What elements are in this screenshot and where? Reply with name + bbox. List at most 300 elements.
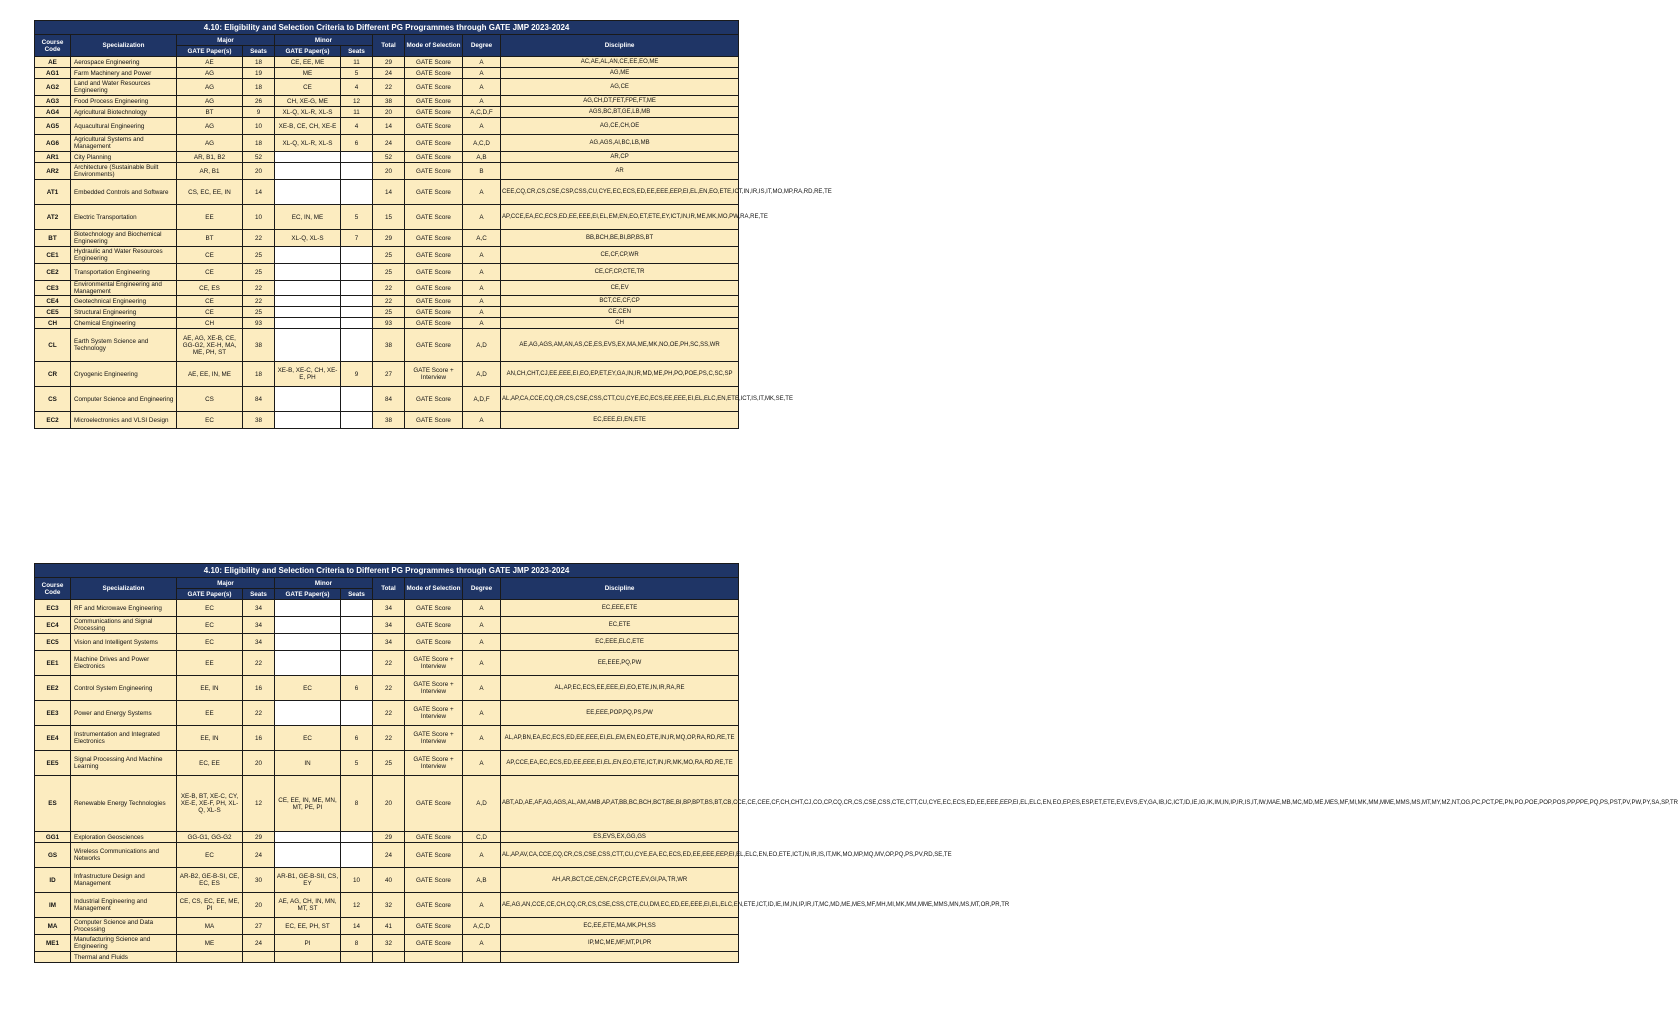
cell-major-papers: EC [177, 617, 243, 634]
cell-minor-seats: 8 [341, 776, 373, 832]
cell-minor-seats: 11 [341, 57, 373, 68]
cell-major-seats: 34 [243, 617, 275, 634]
cell-minor-seats: 6 [341, 726, 373, 751]
cell-major-seats: 26 [243, 96, 275, 107]
cell-mode: GATE Score [405, 107, 463, 118]
cell-mode: GATE Score [405, 868, 463, 893]
cell-code: EC3 [35, 600, 71, 617]
cell-major-papers: EC [177, 634, 243, 651]
cell-major-seats: 10 [243, 118, 275, 135]
cell-minor-papers: XE-B, CE, CH, XE-E [275, 118, 341, 135]
table-row [35, 918, 739, 935]
cell-degree: A [463, 118, 501, 135]
cell-mode: GATE Score [405, 163, 463, 180]
cell-spec: Agricultural Systems and Management [71, 135, 177, 152]
cell-major-seats: 18 [243, 135, 275, 152]
table-row [35, 329, 739, 362]
cell-discipline: AG,CE [501, 79, 739, 96]
cell-total: 22 [373, 726, 405, 751]
cell-degree: A [463, 296, 501, 307]
header-total: Total [373, 578, 405, 600]
cell-code: CE5 [35, 307, 71, 318]
cell-spec: Farm Machinery and Power [71, 68, 177, 79]
cell-minor-seats [341, 329, 373, 362]
header-minor-papers: GATE Paper(s) [275, 46, 341, 57]
table-row [35, 264, 739, 281]
cell-code: CH [35, 318, 71, 329]
cell-degree: A [463, 79, 501, 96]
header-discipline: Discipline [501, 35, 739, 57]
table-row [35, 751, 739, 776]
cell-major-papers: AG [177, 68, 243, 79]
cell-discipline: AR [501, 163, 739, 180]
cell-major-papers: CE [177, 296, 243, 307]
cell-degree: A,D,F [463, 387, 501, 412]
cell-major-papers: AR, B1 [177, 163, 243, 180]
cell-code: CL [35, 329, 71, 362]
cell-spec: Instrumentation and Integrated Electronics [71, 726, 177, 751]
cell-discipline: AL,AP,CA,CCE,CQ,CR,CS,CSE,CSS,CTT,CU,CYE,EC,ECS,EE,EEE,EI,EL,ELC,EN,ETE,ICT,IS,IT,MK,SE,TE [501, 387, 739, 412]
cell-code: EE3 [35, 701, 71, 726]
cell-discipline [501, 952, 739, 963]
cell-spec: Land and Water Resources Engineering [71, 79, 177, 96]
cell-mode: GATE Score + Interview [405, 651, 463, 676]
cell-minor-papers [275, 180, 341, 205]
cell-mode: GATE Score [405, 935, 463, 952]
cell-mode: GATE Score [405, 318, 463, 329]
cell-mode: GATE Score [405, 412, 463, 429]
cell-total: 14 [373, 118, 405, 135]
cell-major-seats: 18 [243, 79, 275, 96]
cell-discipline: BB,BCH,BE,BI,BP,BS,BT [501, 230, 739, 247]
table-row [35, 776, 739, 832]
table-row [35, 307, 739, 318]
cell-discipline: AP,CCE,EA,EC,ECS,ED,EE,EEE,EI,EL,EM,EN,EO,ET,ETE,EY,ICT,IN,IR,ME,MK,MO,PW,RA,RE,TE [501, 205, 739, 230]
cell-minor-seats: 6 [341, 135, 373, 152]
cell-total: 22 [373, 79, 405, 96]
table-row [35, 318, 739, 329]
cell-degree: A [463, 307, 501, 318]
cell-minor-seats: 4 [341, 118, 373, 135]
cell-minor-papers [275, 247, 341, 264]
cell-code: AR1 [35, 152, 71, 163]
cell-spec: Power and Energy Systems [71, 701, 177, 726]
cell-major-seats: 22 [243, 230, 275, 247]
cell-mode: GATE Score + Interview [405, 751, 463, 776]
cell-spec: Vision and Intelligent Systems [71, 634, 177, 651]
table-row [35, 205, 739, 230]
cell-major-seats: 29 [243, 832, 275, 843]
cell-discipline: AN,CH,CHT,CJ,EE,EEE,EI,EO,EP,ET,EY,GA,IN,IR,MD,ME,PH,PO,POE,PS,C,SC,SP [501, 362, 739, 387]
table-row [35, 634, 739, 651]
cell-minor-seats [341, 412, 373, 429]
table-row [35, 362, 739, 387]
header-degree: Degree [463, 578, 501, 600]
cell-total: 25 [373, 264, 405, 281]
cell-total: 25 [373, 751, 405, 776]
cell-spec: Manufacturing Science and Engineering [71, 935, 177, 952]
cell-discipline: EC,EEE,ETE [501, 600, 739, 617]
cell-spec: Computer Science and Engineering [71, 387, 177, 412]
table-row [35, 152, 739, 163]
cell-major-papers: EE [177, 651, 243, 676]
cell-spec: Computer Science and Data Processing [71, 918, 177, 935]
cell-degree: A [463, 57, 501, 68]
cell-major-seats: 27 [243, 918, 275, 935]
cell-degree: A,C,D [463, 918, 501, 935]
cell-major-seats: 93 [243, 318, 275, 329]
cell-degree: A,B [463, 868, 501, 893]
cell-total: 27 [373, 362, 405, 387]
cell-total: 84 [373, 387, 405, 412]
cell-major-seats: 25 [243, 247, 275, 264]
cell-minor-papers [275, 843, 341, 868]
cell-major-seats: 24 [243, 843, 275, 868]
cell-minor-papers: AE, AG, CH, IN, MN, MT, ST [275, 893, 341, 918]
cell-total: 40 [373, 868, 405, 893]
cell-code: CE2 [35, 264, 71, 281]
cell-degree: A [463, 68, 501, 79]
cell-total: 22 [373, 651, 405, 676]
cell-total: 29 [373, 230, 405, 247]
cell-major-seats: 30 [243, 868, 275, 893]
cell-code: AG6 [35, 135, 71, 152]
header-major-papers: GATE Paper(s) [177, 589, 243, 600]
cell-discipline: AC,AE,AL,AN,CE,EE,EO,ME [501, 57, 739, 68]
cell-total: 38 [373, 329, 405, 362]
cell-code: ME1 [35, 935, 71, 952]
header-specialization: Specialization [71, 578, 177, 600]
cell-code: CS [35, 387, 71, 412]
cell-major-papers: EE, IN [177, 726, 243, 751]
cell-minor-papers [275, 163, 341, 180]
cell-total: 25 [373, 307, 405, 318]
cell-minor-papers [275, 387, 341, 412]
cell-minor-papers: CH, XE-G, ME [275, 96, 341, 107]
cell-major-seats: 18 [243, 57, 275, 68]
cell-code: EE2 [35, 676, 71, 701]
table-row [35, 600, 739, 617]
cell-minor-papers: AR-B1, GE-B-SII, CS, EY [275, 868, 341, 893]
cell-major-papers: CE [177, 247, 243, 264]
cell-degree: A,D [463, 329, 501, 362]
cell-minor-seats: 12 [341, 96, 373, 107]
cell-spec: Electric Transportation [71, 205, 177, 230]
cell-minor-papers: XL-Q, XL-S [275, 230, 341, 247]
cell-mode: GATE Score [405, 600, 463, 617]
cell-minor-papers: EC, EE, PH, ST [275, 918, 341, 935]
cell-spec: Transportation Engineering [71, 264, 177, 281]
table-row [35, 952, 739, 963]
table-row [35, 296, 739, 307]
cell-minor-seats [341, 318, 373, 329]
cell-minor-seats [341, 832, 373, 843]
cell-minor-seats: 4 [341, 79, 373, 96]
cell-minor-papers [275, 701, 341, 726]
cell-spec: Renewable Energy Technologies [71, 776, 177, 832]
cell-mode: GATE Score [405, 281, 463, 296]
cell-mode: GATE Score [405, 152, 463, 163]
table-row [35, 118, 739, 135]
cell-degree: A,C,D,F [463, 107, 501, 118]
cell-discipline: EE,EEE,POP,PQ,PS,PW [501, 701, 739, 726]
cell-minor-papers: PI [275, 935, 341, 952]
cell-major-seats: 22 [243, 281, 275, 296]
table-body-1 [35, 57, 832, 429]
cell-discipline: AGS,BC,BT,GE,LB,MB [501, 107, 739, 118]
cell-minor-papers [275, 617, 341, 634]
cell-total: 41 [373, 918, 405, 935]
cell-minor-seats [341, 307, 373, 318]
cell-spec: Architecture (Sustainable Built Environments) [71, 163, 177, 180]
cell-code: AT1 [35, 180, 71, 205]
cell-minor-papers: XL-Q, XL-R, XL-S [275, 135, 341, 152]
cell-minor-seats [341, 264, 373, 281]
table-row [35, 96, 739, 107]
cell-total: 20 [373, 163, 405, 180]
cell-mode: GATE Score [405, 96, 463, 107]
cell-total: 20 [373, 776, 405, 832]
pg-criteria-table-2 [34, 563, 1678, 963]
table-row [35, 180, 739, 205]
cell-degree: A [463, 247, 501, 264]
pg-criteria-table-1 [34, 20, 832, 429]
cell-major-papers: AR, B1, B2 [177, 152, 243, 163]
cell-discipline: CE,CEN [501, 307, 739, 318]
cell-degree: A [463, 205, 501, 230]
cell-spec: Infrastructure Design and Management [71, 868, 177, 893]
table-row [35, 281, 739, 296]
header-major-papers: GATE Paper(s) [177, 46, 243, 57]
cell-spec: Machine Drives and Power Electronics [71, 651, 177, 676]
cell-minor-papers: XE-B, XE-C, CH, XE-E, PH [275, 362, 341, 387]
cell-discipline: CE,CF,CP,WR [501, 247, 739, 264]
cell-total: 24 [373, 843, 405, 868]
cell-mode: GATE Score [405, 79, 463, 96]
cell-code: CE3 [35, 281, 71, 296]
cell-total: 22 [373, 701, 405, 726]
cell-mode: GATE Score [405, 296, 463, 307]
cell-minor-seats: 6 [341, 676, 373, 701]
table-row [35, 68, 739, 79]
cell-major-seats: 84 [243, 387, 275, 412]
cell-code: CR [35, 362, 71, 387]
cell-code: AG4 [35, 107, 71, 118]
header-minor-seats: Seats [341, 589, 373, 600]
cell-major-seats: 14 [243, 180, 275, 205]
cell-minor-seats [341, 180, 373, 205]
table-row [35, 843, 739, 868]
cell-minor-seats: 9 [341, 362, 373, 387]
cell-discipline: EC,EEE,EI,EN,ETE [501, 412, 739, 429]
cell-spec: Signal Processing And Machine Learning [71, 751, 177, 776]
cell-major-seats [243, 952, 275, 963]
cell-mode: GATE Score [405, 832, 463, 843]
cell-major-papers: ME [177, 935, 243, 952]
cell-major-seats: 19 [243, 68, 275, 79]
cell-minor-seats [341, 247, 373, 264]
cell-major-seats: 22 [243, 651, 275, 676]
cell-total [373, 952, 405, 963]
cell-minor-papers: EC, IN, ME [275, 205, 341, 230]
cell-degree: A [463, 843, 501, 868]
cell-discipline: AR,CP [501, 152, 739, 163]
header-minor-seats: Seats [341, 46, 373, 57]
cell-major-seats: 52 [243, 152, 275, 163]
header-course-code: Course Code [35, 35, 71, 57]
cell-discipline: AL,AP,AV,CA,CCE,CQ,CR,CS,CSE,CSS,CTT,CU,CYE,EA,EC,ECS,ED,EE,EEE,EEP,EI,EL,ELC,EN,EO,ETE,ICT,IN,IR,IS,IT,MK,MO,MP,MQ,MV,OP,PQ,PS,PV,RD,SE,TE [501, 843, 739, 868]
cell-code: AG2 [35, 79, 71, 96]
cell-degree: A [463, 893, 501, 918]
cell-code: EC2 [35, 412, 71, 429]
cell-spec: Hydraulic and Water Resources Engineering [71, 247, 177, 264]
cell-code: AG3 [35, 96, 71, 107]
header-minor: Minor [275, 578, 373, 589]
cell-code: BT [35, 230, 71, 247]
cell-discipline: ES,EVS,EX,GG,GS [501, 832, 739, 843]
cell-spec: Embedded Controls and Software [71, 180, 177, 205]
cell-total: 34 [373, 600, 405, 617]
cell-code: CE1 [35, 247, 71, 264]
cell-major-seats: 38 [243, 329, 275, 362]
cell-mode [405, 952, 463, 963]
cell-discipline: AL,AP,BN,EA,EC,ECS,ED,EE,EEE,EI,EL,EM,EN,EO,ETE,IN,IR,MQ,OP,RA,RD,RE,TE [501, 726, 739, 751]
header-major: Major [177, 578, 275, 589]
cell-minor-papers: EC [275, 676, 341, 701]
cell-spec: Control System Engineering [71, 676, 177, 701]
cell-degree: A,D [463, 776, 501, 832]
cell-mode: GATE Score [405, 329, 463, 362]
cell-spec: Environmental Engineering and Management [71, 281, 177, 296]
cell-minor-seats: 5 [341, 205, 373, 230]
cell-degree: A,B [463, 152, 501, 163]
cell-discipline: AL,AP,EC,ECS,EE,EEE,EI,EO,ETE,IN,IR,RA,RE [501, 676, 739, 701]
table-row [35, 79, 739, 96]
cell-minor-seats [341, 634, 373, 651]
cell-code: ES [35, 776, 71, 832]
cell-discipline: AG,CE,CH,OE [501, 118, 739, 135]
cell-major-papers: CS, EC, EE, IN [177, 180, 243, 205]
cell-minor-papers [275, 296, 341, 307]
cell-major-papers: AE, EE, IN, ME [177, 362, 243, 387]
cell-code: CE4 [35, 296, 71, 307]
cell-discipline: BCT,CE,CF,CP [501, 296, 739, 307]
table-row [35, 832, 739, 843]
cell-spec: Chemical Engineering [71, 318, 177, 329]
cell-major-seats: 34 [243, 600, 275, 617]
cell-degree: A [463, 180, 501, 205]
cell-total: 52 [373, 152, 405, 163]
cell-minor-seats [341, 152, 373, 163]
cell-total: 38 [373, 412, 405, 429]
cell-discipline: AE,AG,AGS,AM,AN,AS,CE,ES,EVS,EX,MA,ME,MK,NO,OE,PH,SC,SS,WR [501, 329, 739, 362]
cell-discipline: CH [501, 318, 739, 329]
cell-code: ID [35, 868, 71, 893]
cell-major-papers: BT [177, 230, 243, 247]
cell-degree: A [463, 264, 501, 281]
cell-minor-seats: 5 [341, 751, 373, 776]
cell-code: EC5 [35, 634, 71, 651]
cell-total: 22 [373, 676, 405, 701]
cell-degree: A [463, 726, 501, 751]
cell-mode: GATE Score + Interview [405, 726, 463, 751]
cell-major-papers: EC, EE [177, 751, 243, 776]
cell-discipline: AH,AR,BCT,CE,CEN,CF,CP,CTE,EV,GI,PA,TR,WR [501, 868, 739, 893]
cell-major-papers: XE-B, BT, XE-C, CY, XE-E, XE-F, PH, XL-Q, XL-S [177, 776, 243, 832]
cell-spec: RF and Microwave Engineering [71, 600, 177, 617]
cell-mode: GATE Score [405, 776, 463, 832]
cell-discipline: AP,CCE,EA,EC,ECS,ED,EE,EEE,EI,EL,EN,EO,ETE,ICT,IN,IR,MK,MO,RA,RD,RE,TE [501, 751, 739, 776]
cell-degree: A,C [463, 230, 501, 247]
header-degree: Degree [463, 35, 501, 57]
cell-degree: A [463, 634, 501, 651]
cell-degree [463, 952, 501, 963]
table-row [35, 676, 739, 701]
cell-mode: GATE Score [405, 264, 463, 281]
cell-minor-seats: 14 [341, 918, 373, 935]
cell-discipline: CEE,CQ,CR,CS,CSE,CSP,CSS,CU,CYE,EC,ECS,ED,EE,EEE,EEP,EI,EL,EN,EO,ETE,ICT,IN,IR,IS,IT,MO,MP,RA,RD,RE,TE [501, 180, 739, 205]
cell-code: EC4 [35, 617, 71, 634]
cell-code: EE5 [35, 751, 71, 776]
cell-discipline: IP,MC,ME,MF,MT,PI,PR [501, 935, 739, 952]
cell-major-papers: GG-G1, GG-G2 [177, 832, 243, 843]
cell-major-seats: 18 [243, 362, 275, 387]
cell-minor-seats [341, 600, 373, 617]
cell-minor-papers [275, 600, 341, 617]
cell-minor-papers: CE, EE, ME [275, 57, 341, 68]
cell-minor-seats [341, 296, 373, 307]
cell-minor-papers: XL-Q, XL-R, XL-S [275, 107, 341, 118]
cell-major-seats: 25 [243, 307, 275, 318]
cell-mode: GATE Score [405, 387, 463, 412]
table-row [35, 107, 739, 118]
cell-discipline: EC,ETE [501, 617, 739, 634]
cell-total: 93 [373, 318, 405, 329]
cell-spec: Aquacultural Engineering [71, 118, 177, 135]
cell-spec: Structural Engineering [71, 307, 177, 318]
cell-code: EE4 [35, 726, 71, 751]
cell-major-papers: EC [177, 412, 243, 429]
cell-total: 32 [373, 935, 405, 952]
cell-spec: Biotechnology and Biochemical Engineering [71, 230, 177, 247]
cell-degree: A,D [463, 362, 501, 387]
cell-code [35, 952, 71, 963]
cell-major-papers: AE [177, 57, 243, 68]
cell-code: AG1 [35, 68, 71, 79]
cell-minor-seats [341, 617, 373, 634]
cell-major-papers: CE [177, 264, 243, 281]
cell-major-seats: 22 [243, 296, 275, 307]
table-row [35, 412, 739, 429]
table-body-2 [35, 600, 1678, 963]
header-major-seats: Seats [243, 589, 275, 600]
cell-minor-seats [341, 651, 373, 676]
header-minor: Minor [275, 35, 373, 46]
table-row [35, 868, 739, 893]
table-title: 4.10: Eligibility and Selection Criteria to Different PG Programmes through GATE JMP 2023-2024 [35, 21, 739, 35]
table-row [35, 163, 739, 180]
header-major-seats: Seats [243, 46, 275, 57]
cell-spec: Cryogenic Engineering [71, 362, 177, 387]
cell-major-papers: AG [177, 96, 243, 107]
cell-total: 24 [373, 135, 405, 152]
cell-major-papers: AE, AG, XE-B, CE, GG-G2, XE-H, MA, ME, PH, ST [177, 329, 243, 362]
cell-minor-papers: ME [275, 68, 341, 79]
cell-major-seats: 16 [243, 726, 275, 751]
table-row [35, 726, 739, 751]
cell-major-seats: 25 [243, 264, 275, 281]
cell-code: AE [35, 57, 71, 68]
